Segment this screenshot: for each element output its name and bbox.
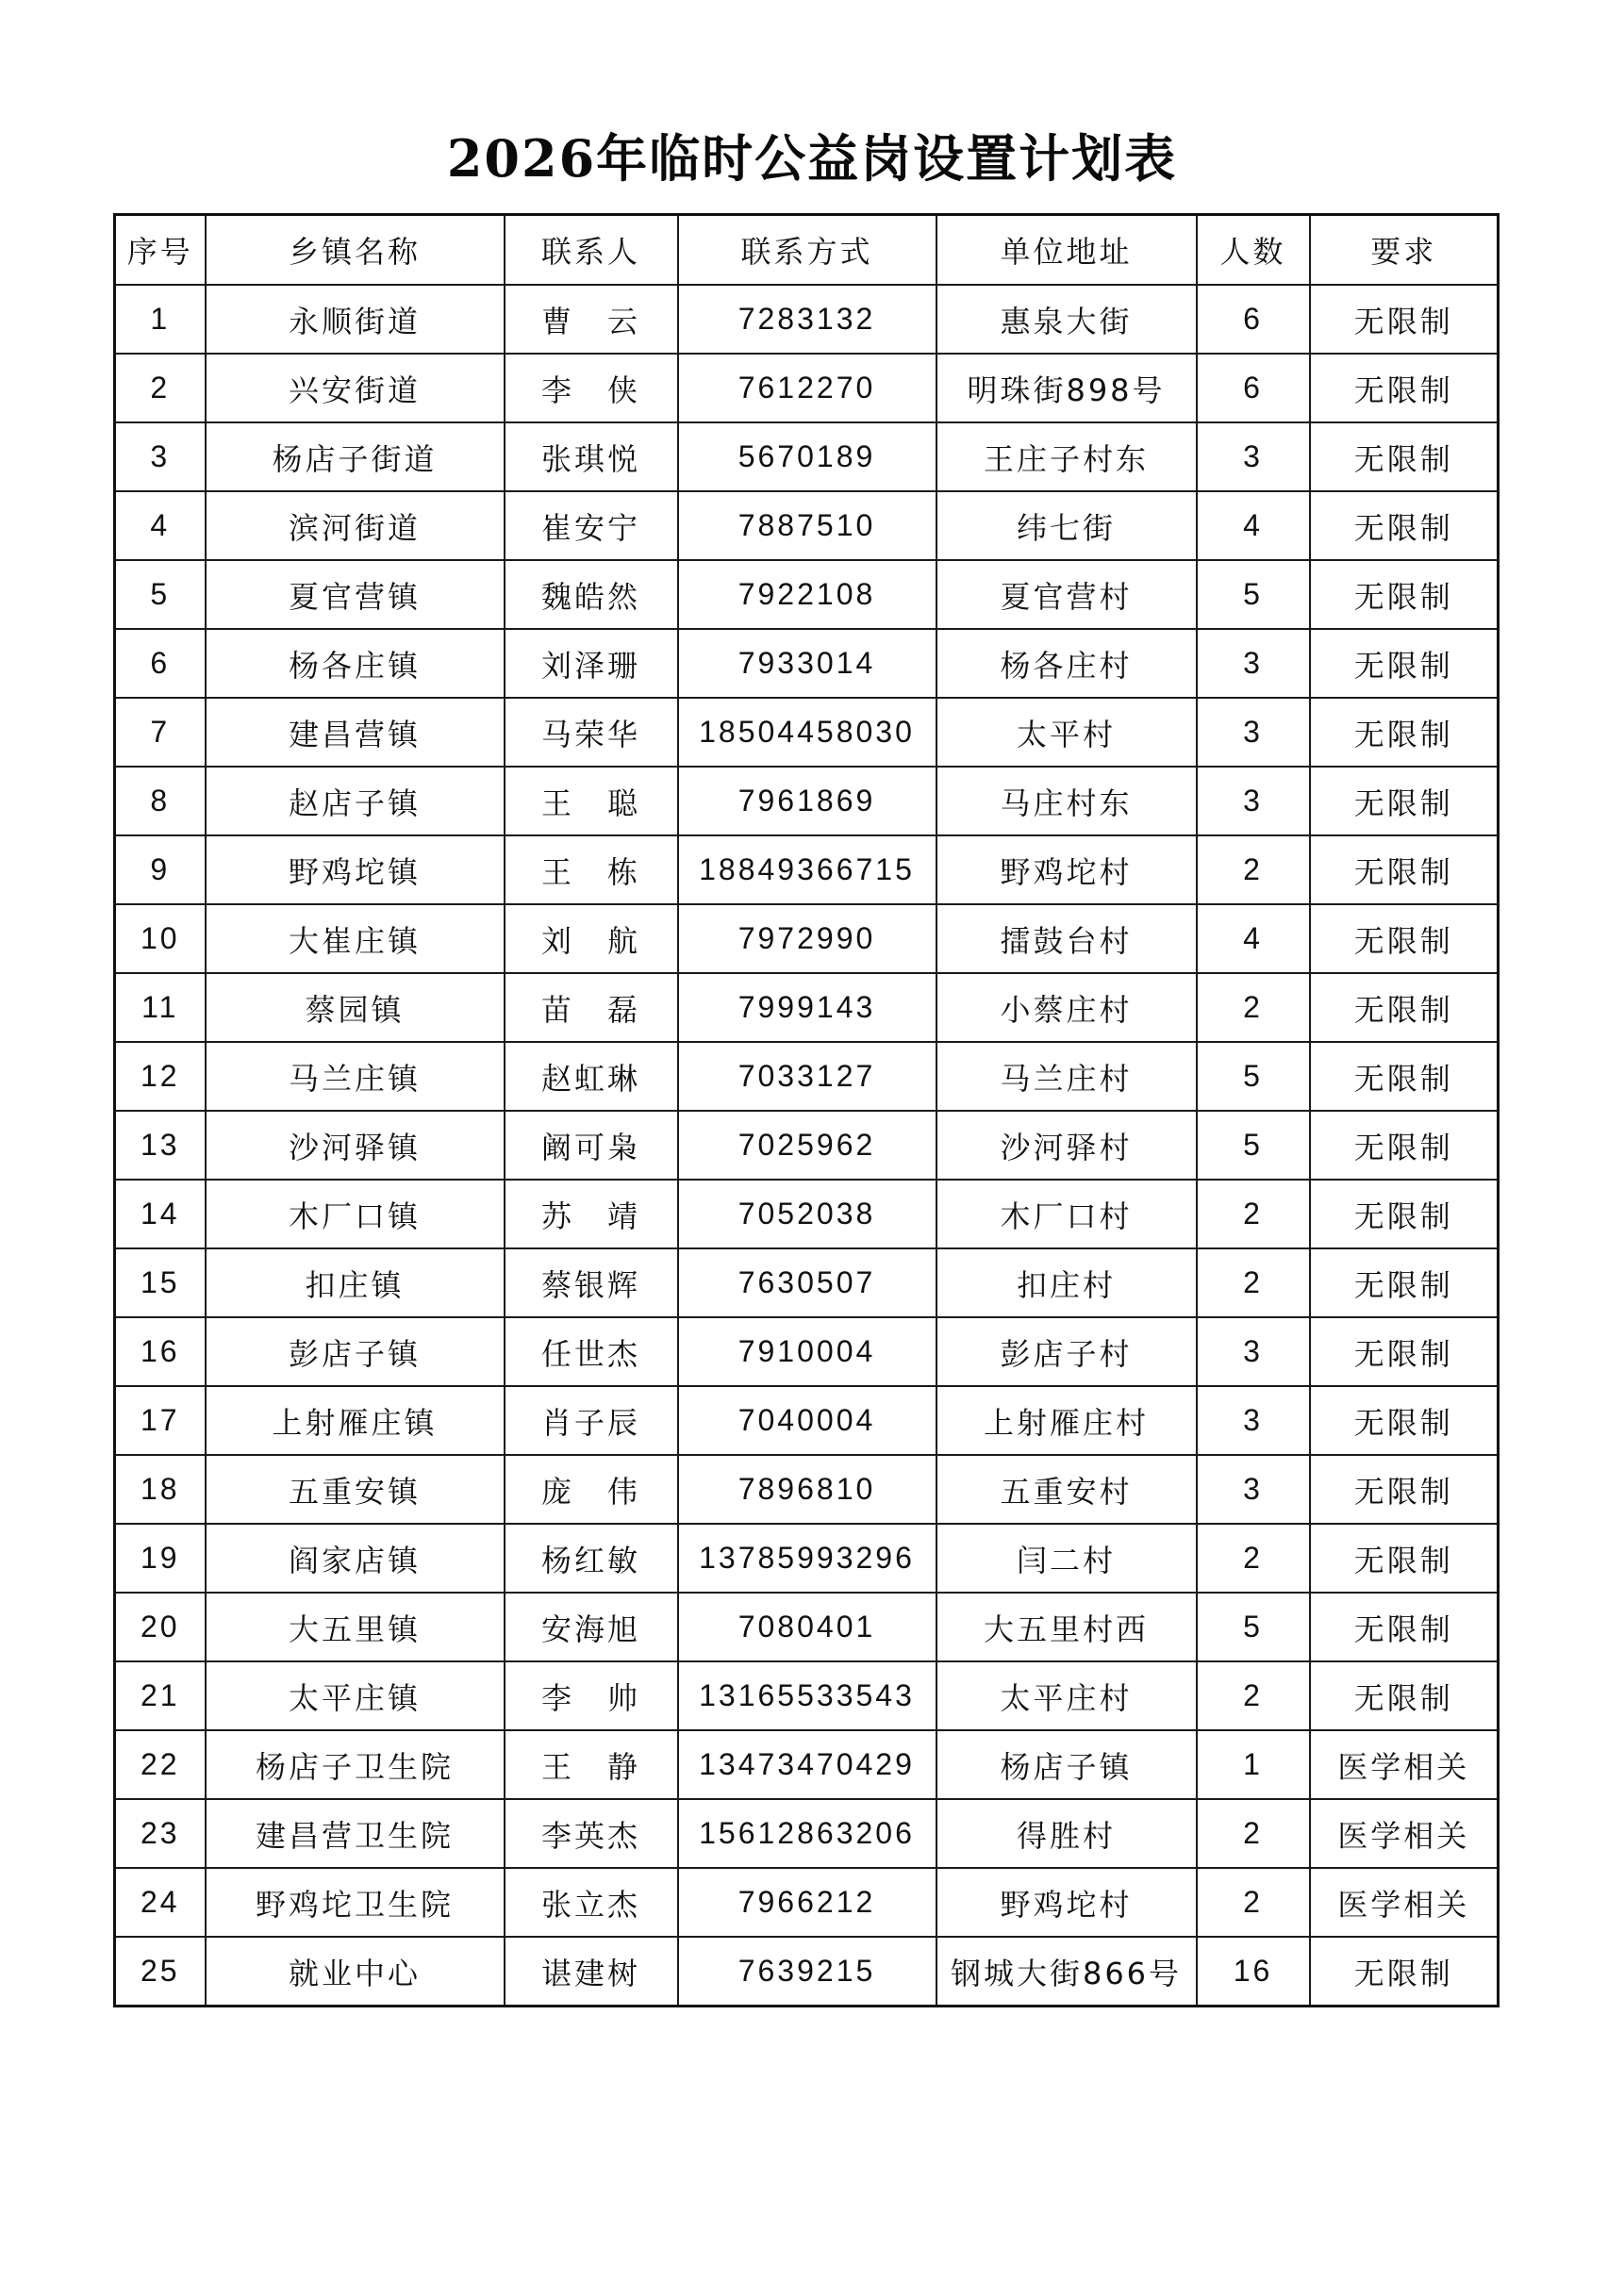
cell-address: 夏官营村	[936, 560, 1197, 629]
header-phone: 联系方式	[678, 215, 936, 286]
header-town: 乡镇名称	[206, 215, 505, 286]
table-row	[115, 491, 1499, 560]
cell-town: 野鸡坨卫生院	[206, 1868, 505, 1937]
cell-phone: 7887510	[678, 491, 936, 560]
cell-seq: 18	[115, 1455, 206, 1524]
cell-count: 3	[1197, 1317, 1310, 1386]
cell-town: 建昌营卫生院	[206, 1799, 505, 1868]
cell-town: 杨店子街道	[206, 422, 505, 491]
cell-address: 杨店子镇	[936, 1730, 1197, 1799]
cell-address: 沙河驿村	[936, 1111, 1197, 1180]
cell-count: 5	[1197, 560, 1310, 629]
cell-phone: 7896810	[678, 1455, 936, 1524]
cell-contact: 崔安宁	[505, 491, 678, 560]
cell-contact: 庞 伟	[505, 1455, 678, 1524]
cell-count: 3	[1197, 698, 1310, 767]
cell-seq: 23	[115, 1799, 206, 1868]
cell-contact: 肖子辰	[505, 1386, 678, 1455]
cell-phone: 7630507	[678, 1248, 936, 1317]
cell-count: 5	[1197, 1111, 1310, 1180]
table-row	[115, 973, 1499, 1042]
cell-seq: 11	[115, 973, 206, 1042]
cell-address: 纬七街	[936, 491, 1197, 560]
cell-requirement: 无限制	[1310, 1593, 1499, 1661]
cell-count: 2	[1197, 1868, 1310, 1937]
table-row	[115, 560, 1499, 629]
cell-requirement: 无限制	[1310, 835, 1499, 904]
table-row	[115, 1730, 1499, 1799]
cell-requirement: 无限制	[1310, 1661, 1499, 1730]
table-row	[115, 1386, 1499, 1455]
cell-contact: 王 静	[505, 1730, 678, 1799]
cell-town: 上射雁庄镇	[206, 1386, 505, 1455]
table-row	[115, 1661, 1499, 1730]
header-address: 单位地址	[936, 215, 1197, 286]
cell-phone: 7033127	[678, 1042, 936, 1111]
cell-contact: 王 栋	[505, 835, 678, 904]
cell-count: 2	[1197, 1799, 1310, 1868]
cell-address: 杨各庄村	[936, 629, 1197, 698]
table-body	[115, 285, 1499, 2007]
cell-seq: 3	[115, 422, 206, 491]
cell-town: 赵店子镇	[206, 767, 505, 835]
cell-requirement: 医学相关	[1310, 1868, 1499, 1937]
table-row	[115, 422, 1499, 491]
table-row	[115, 1180, 1499, 1248]
cell-address: 闫二村	[936, 1524, 1197, 1593]
cell-seq: 24	[115, 1868, 206, 1937]
table-row	[115, 698, 1499, 767]
cell-address: 得胜村	[936, 1799, 1197, 1868]
cell-seq: 10	[115, 904, 206, 973]
table-row	[115, 1042, 1499, 1111]
header-seq: 序号	[115, 215, 206, 286]
cell-town: 野鸡坨镇	[206, 835, 505, 904]
cell-contact: 张琪悦	[505, 422, 678, 491]
header-contact: 联系人	[505, 215, 678, 286]
table-row	[115, 1248, 1499, 1317]
cell-address: 五重安村	[936, 1455, 1197, 1524]
cell-town: 五重安镇	[206, 1455, 505, 1524]
cell-town: 阎家店镇	[206, 1524, 505, 1593]
cell-count: 6	[1197, 354, 1310, 422]
cell-phone: 18849366715	[678, 835, 936, 904]
cell-phone: 7972990	[678, 904, 936, 973]
cell-count: 2	[1197, 1180, 1310, 1248]
cell-contact: 李英杰	[505, 1799, 678, 1868]
cell-count: 2	[1197, 835, 1310, 904]
cell-requirement: 医学相关	[1310, 1730, 1499, 1799]
cell-count: 2	[1197, 973, 1310, 1042]
cell-address: 明珠街898号	[936, 354, 1197, 422]
table-row	[115, 629, 1499, 698]
cell-contact: 任世杰	[505, 1317, 678, 1386]
cell-contact: 阚可枭	[505, 1111, 678, 1180]
cell-seq: 22	[115, 1730, 206, 1799]
cell-seq: 15	[115, 1248, 206, 1317]
cell-requirement: 无限制	[1310, 1524, 1499, 1593]
cell-address: 擂鼓台村	[936, 904, 1197, 973]
cell-address: 惠泉大街	[936, 285, 1197, 354]
cell-town: 兴安街道	[206, 354, 505, 422]
cell-count: 2	[1197, 1248, 1310, 1317]
cell-count: 3	[1197, 422, 1310, 491]
cell-count: 4	[1197, 491, 1310, 560]
table-row	[115, 835, 1499, 904]
cell-address: 大五里村西	[936, 1593, 1197, 1661]
cell-phone: 13785993296	[678, 1524, 936, 1593]
cell-phone: 7025962	[678, 1111, 936, 1180]
cell-contact: 王 聪	[505, 767, 678, 835]
cell-town: 滨河街道	[206, 491, 505, 560]
cell-phone: 15612863206	[678, 1799, 936, 1868]
plan-table	[113, 213, 1500, 2007]
cell-address: 彭店子村	[936, 1317, 1197, 1386]
cell-address: 野鸡坨村	[936, 1868, 1197, 1937]
cell-phone: 13473470429	[678, 1730, 936, 1799]
cell-contact: 马荣华	[505, 698, 678, 767]
cell-town: 木厂口镇	[206, 1180, 505, 1248]
table-row	[115, 1455, 1499, 1524]
table-row	[115, 1868, 1499, 1937]
cell-seq: 19	[115, 1524, 206, 1593]
cell-town: 大五里镇	[206, 1593, 505, 1661]
cell-contact: 张立杰	[505, 1868, 678, 1937]
cell-seq: 12	[115, 1042, 206, 1111]
cell-town: 彭店子镇	[206, 1317, 505, 1386]
cell-seq: 13	[115, 1111, 206, 1180]
table-row	[115, 1111, 1499, 1180]
cell-count: 3	[1197, 1455, 1310, 1524]
cell-requirement: 无限制	[1310, 1386, 1499, 1455]
cell-contact: 蔡银辉	[505, 1248, 678, 1317]
cell-town: 沙河驿镇	[206, 1111, 505, 1180]
cell-address: 王庄子村东	[936, 422, 1197, 491]
cell-seq: 6	[115, 629, 206, 698]
cell-requirement: 无限制	[1310, 1455, 1499, 1524]
table-row	[115, 1937, 1499, 2007]
cell-address: 野鸡坨村	[936, 835, 1197, 904]
cell-contact: 谌建树	[505, 1937, 678, 2007]
cell-address: 上射雁庄村	[936, 1386, 1197, 1455]
page-title: 2026年临时公益岗设置计划表	[446, 128, 1178, 189]
cell-count: 3	[1197, 767, 1310, 835]
cell-requirement: 无限制	[1310, 904, 1499, 973]
cell-requirement: 无限制	[1310, 1317, 1499, 1386]
cell-contact: 曹 云	[505, 285, 678, 354]
cell-phone: 7933014	[678, 629, 936, 698]
cell-seq: 25	[115, 1937, 206, 2007]
cell-address: 木厂口村	[936, 1180, 1197, 1248]
cell-address: 钢城大街866号	[936, 1937, 1197, 2007]
cell-requirement: 无限制	[1310, 767, 1499, 835]
cell-seq: 16	[115, 1317, 206, 1386]
cell-count: 2	[1197, 1661, 1310, 1730]
cell-requirement: 无限制	[1310, 560, 1499, 629]
cell-requirement: 无限制	[1310, 629, 1499, 698]
cell-phone: 7612270	[678, 354, 936, 422]
cell-count: 16	[1197, 1937, 1310, 2007]
table-row	[115, 767, 1499, 835]
cell-count: 3	[1197, 1386, 1310, 1455]
cell-requirement: 无限制	[1310, 1111, 1499, 1180]
cell-town: 杨各庄镇	[206, 629, 505, 698]
cell-town: 杨店子卫生院	[206, 1730, 505, 1799]
cell-requirement: 无限制	[1310, 1248, 1499, 1317]
header-count: 人数	[1197, 215, 1310, 286]
cell-contact: 苏 靖	[505, 1180, 678, 1248]
cell-phone: 7961869	[678, 767, 936, 835]
cell-phone: 7999143	[678, 973, 936, 1042]
cell-contact: 魏皓然	[505, 560, 678, 629]
cell-town: 太平庄镇	[206, 1661, 505, 1730]
table-row	[115, 354, 1499, 422]
cell-phone: 7639215	[678, 1937, 936, 2007]
cell-town: 永顺街道	[206, 285, 505, 354]
cell-contact: 李 侠	[505, 354, 678, 422]
cell-contact: 杨红敏	[505, 1524, 678, 1593]
cell-requirement: 医学相关	[1310, 1799, 1499, 1868]
cell-phone: 7052038	[678, 1180, 936, 1248]
cell-contact: 刘 航	[505, 904, 678, 973]
cell-phone: 13165533543	[678, 1661, 936, 1730]
cell-phone: 7040004	[678, 1386, 936, 1455]
cell-phone: 18504458030	[678, 698, 936, 767]
cell-seq: 4	[115, 491, 206, 560]
cell-requirement: 无限制	[1310, 973, 1499, 1042]
cell-phone: 7922108	[678, 560, 936, 629]
cell-count: 6	[1197, 285, 1310, 354]
cell-town: 马兰庄镇	[206, 1042, 505, 1111]
cell-seq: 8	[115, 767, 206, 835]
cell-count: 4	[1197, 904, 1310, 973]
cell-count: 5	[1197, 1593, 1310, 1661]
cell-address: 小蔡庄村	[936, 973, 1197, 1042]
cell-contact: 苗 磊	[505, 973, 678, 1042]
table-row	[115, 904, 1499, 973]
table-row	[115, 1593, 1499, 1661]
cell-requirement: 无限制	[1310, 354, 1499, 422]
cell-phone: 5670189	[678, 422, 936, 491]
cell-seq: 1	[115, 285, 206, 354]
cell-seq: 5	[115, 560, 206, 629]
cell-count: 1	[1197, 1730, 1310, 1799]
cell-requirement: 无限制	[1310, 422, 1499, 491]
cell-contact: 李 帅	[505, 1661, 678, 1730]
cell-town: 扣庄镇	[206, 1248, 505, 1317]
cell-requirement: 无限制	[1310, 1937, 1499, 2007]
cell-seq: 20	[115, 1593, 206, 1661]
header-requirement: 要求	[1310, 215, 1499, 286]
cell-contact: 安海旭	[505, 1593, 678, 1661]
cell-address: 马兰庄村	[936, 1042, 1197, 1111]
cell-requirement: 无限制	[1310, 491, 1499, 560]
cell-phone: 7966212	[678, 1868, 936, 1937]
cell-seq: 9	[115, 835, 206, 904]
cell-town: 蔡园镇	[206, 973, 505, 1042]
cell-seq: 14	[115, 1180, 206, 1248]
cell-seq: 7	[115, 698, 206, 767]
cell-town: 就业中心	[206, 1937, 505, 2007]
table-row	[115, 1524, 1499, 1593]
table-row	[115, 1317, 1499, 1386]
table-row	[115, 285, 1499, 354]
cell-phone: 7080401	[678, 1593, 936, 1661]
cell-seq: 17	[115, 1386, 206, 1455]
cell-contact: 赵虹琳	[505, 1042, 678, 1111]
table-row	[115, 1799, 1499, 1868]
cell-count: 2	[1197, 1524, 1310, 1593]
cell-town: 夏官营镇	[206, 560, 505, 629]
cell-seq: 2	[115, 354, 206, 422]
cell-contact: 刘泽珊	[505, 629, 678, 698]
cell-requirement: 无限制	[1310, 698, 1499, 767]
cell-town: 大崔庄镇	[206, 904, 505, 973]
cell-address: 马庄村东	[936, 767, 1197, 835]
cell-phone: 7910004	[678, 1317, 936, 1386]
cell-count: 3	[1197, 629, 1310, 698]
cell-phone: 7283132	[678, 285, 936, 354]
cell-address: 扣庄村	[936, 1248, 1197, 1317]
cell-town: 建昌营镇	[206, 698, 505, 767]
header-row	[115, 215, 1499, 286]
cell-count: 5	[1197, 1042, 1310, 1111]
cell-address: 太平庄村	[936, 1661, 1197, 1730]
cell-requirement: 无限制	[1310, 1042, 1499, 1111]
cell-seq: 21	[115, 1661, 206, 1730]
cell-requirement: 无限制	[1310, 1180, 1499, 1248]
cell-address: 太平村	[936, 698, 1197, 767]
cell-requirement: 无限制	[1310, 285, 1499, 354]
